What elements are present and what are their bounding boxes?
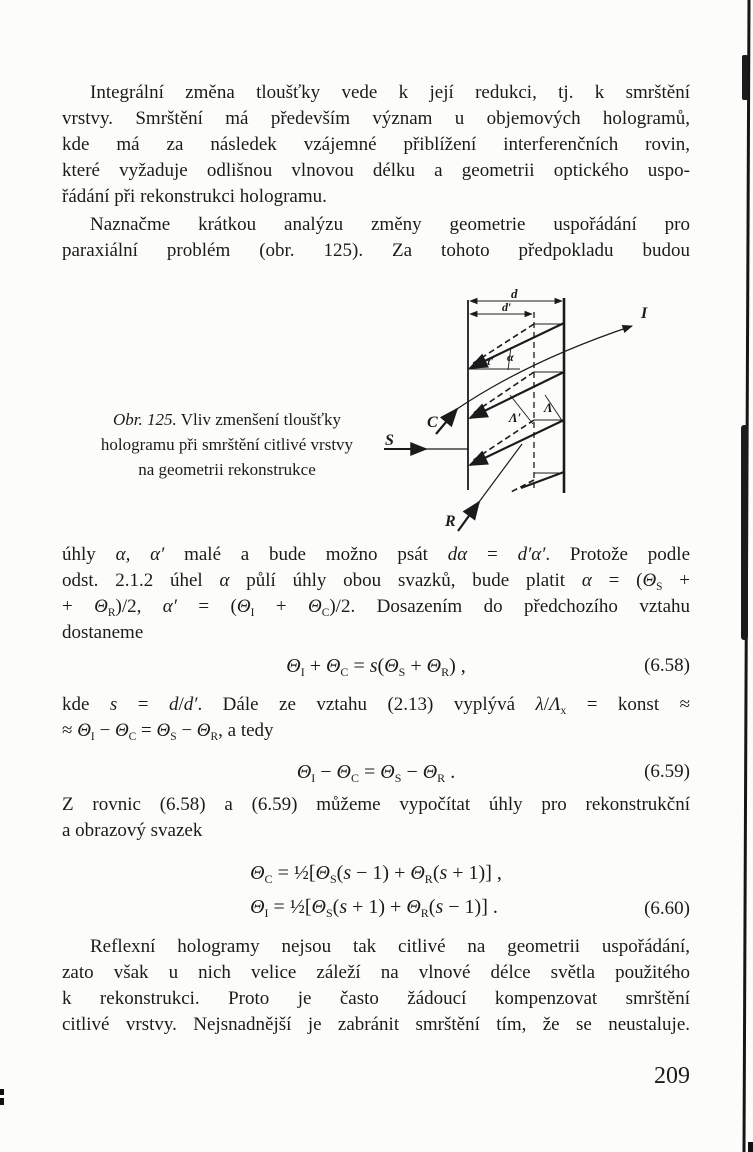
figure-125-diagram (378, 283, 713, 543)
text-line: + $\Theta_R)/2$, $\alpha' = (\Theta_I + \Theta_C)/2$. Dosazením do předchozího vztahu (62, 596, 691, 619)
text-line: Integrální změna tloušťky vede k její redukci, tj. k smrštění (90, 82, 690, 103)
text-line: které vyžaduje odlišnou vlnovou délku a geometrii optického uspo- (62, 160, 690, 181)
text-line: ≈ $\Theta_I - \Theta_C = \Theta_S - \Theta_R$, a tedy (62, 720, 274, 743)
paragraph-1 (62, 80, 690, 210)
label-c: C (427, 414, 438, 431)
text-line: vrstvy. Smrštění má především význam u objemových hologramů, (62, 108, 690, 129)
text-line: citlivé vrstvy. Nejsnadnější je zabránit smrštění tím, že se neustaluje. (62, 1014, 690, 1035)
beam-c (436, 409, 457, 434)
caption-line: Obr. 125. Vliv zmenšení tloušťky (113, 410, 341, 429)
page-number: 209 (654, 1063, 690, 1089)
equation-line: $\Theta_I$ = $\frac{1}{2}[\Theta_S(s + 1) + \Theta_R(s - 1)]$ . (250, 896, 498, 920)
label-d-prime: d′ (502, 300, 512, 314)
binding-mark (0, 1089, 4, 1095)
text-line: dostaneme (62, 622, 144, 643)
equation-body: $\Theta_I - \Theta_C = \Theta_S - \Theta_R$ . (296, 761, 456, 785)
equation-line: $\Theta_C$ = $\frac{1}{2}[\Theta_S(s - 1) + \Theta_R(s + 1)]$ , (250, 862, 502, 886)
label-d: d (511, 286, 518, 301)
figure-caption (62, 407, 392, 482)
text-line: kde s = d/d′. Dále ze vztahu (2.13) vyplývá $\lambda/\Lambda_x$ = konst ≈ (62, 694, 690, 717)
paragraph-6 (62, 934, 690, 1038)
text-line: k rekonstrukci. Proto je často žádoucí kompenzovat smrštění (62, 988, 690, 1009)
equation-body: $\Theta_I + \Theta_C = s(\Theta_S + \Theta_R)$ , (286, 655, 466, 679)
text-line: a obrazový svazek (62, 820, 203, 841)
text-line: řádání při rekonstrukci hologramu. (62, 186, 327, 207)
label-s: S (385, 432, 394, 449)
scan-smudge (742, 55, 748, 100)
equation-number: (6.58) (644, 655, 690, 676)
text-line: Reflexní hologramy nejsou tak citlivé na geometrii uspořádání, (90, 936, 690, 957)
scan-edge-mark (748, 1142, 753, 1152)
label-lambda-prime: Λ′ (509, 410, 522, 425)
text-line: odst. 2.1.2 úhel α půlí úhly obou svazků, bude platit $\alpha = (\Theta_S$ + (62, 570, 691, 593)
text-line: Naznačme krátkou analýzu změny geometrie uspořádání pro (90, 214, 690, 235)
label-alpha-prime: α′ (484, 354, 495, 368)
paragraph-5 (62, 792, 690, 844)
label-r: R (445, 513, 456, 530)
plane-tie-lines (534, 324, 564, 473)
equation-number: (6.59) (644, 761, 690, 782)
equation-6-58 (62, 652, 690, 680)
text-line: paraxiální problém (obr. 125). Za tohoto předpokladu budou (62, 240, 690, 261)
caption-line: na geometrii rekonstrukce (138, 460, 316, 479)
text-line: zato však u nich velice záleží na vlnové délce světla použitého (62, 962, 690, 983)
interference-planes-shrunk (472, 324, 534, 493)
text-line: úhly α, α′ malé a bude možno psát dα = d′α′. Protože podle (62, 544, 690, 565)
text-line: Z rovnic (6.58) a (6.59) můžeme vypočítat úhly pro rekonstrukční (62, 794, 690, 815)
equation-6-59 (62, 758, 690, 786)
scan-smudge (741, 425, 748, 640)
paragraph-3 (62, 542, 690, 646)
text-line: kde má za následek vzájemné přiblížení interferenčních rovin, (62, 134, 690, 155)
label-lambda: Λ (544, 400, 553, 415)
paragraph-4 (62, 692, 690, 744)
caption-line: hologramu při smrštění citlivé vrstvy (100, 435, 354, 454)
equation-body (250, 856, 502, 924)
equation-number: (6.60) (644, 898, 690, 919)
equation-6-60 (62, 856, 690, 924)
label-alpha: α (507, 350, 514, 364)
binding-mark (0, 1098, 4, 1105)
label-i: I (641, 305, 648, 322)
paragraph-2 (62, 212, 690, 264)
